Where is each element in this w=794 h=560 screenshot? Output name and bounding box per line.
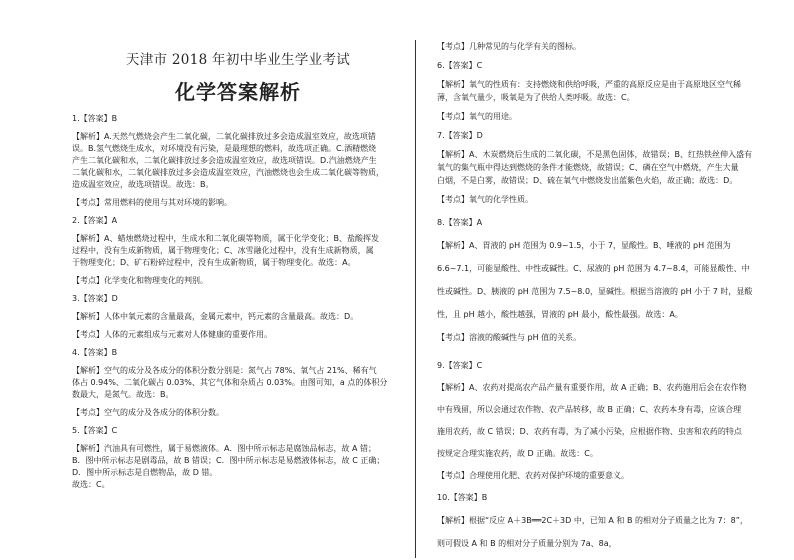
q9-point: 【考点】合理使用化肥、农药对保护环境的重要意义。 [437, 471, 629, 480]
q7-analysis-line: 【解析】A、木炭燃烧后生成的二氧化碳，不是黑色固体，故错误；B、红热铁丝伸入盛有 [437, 150, 752, 159]
q4-answer: 4.【答案】B [72, 348, 118, 357]
left-column [72, 38, 404, 491]
q10-analysis-line: 【解析】根据“反应 A＋3B══2C＋3D 中，已知 A 和 B 的相对分子质量之比为 7：8”， [437, 516, 748, 525]
q9-analysis-line: 按规定合理实施农药，故 D 正确。故选：C。 [437, 449, 598, 458]
q4-analysis-line: 【解析】空气的成分及各成分的体积分数分别是：氮气占 78%、氧气占 21%、稀有气 [72, 366, 377, 375]
q8-analysis-line: 性，且 pH 越小，酸性越强，胃液的 pH 最小，酸性最强。故选：A。 [437, 310, 683, 319]
exam-title: 天津市 2018 年初中毕业生学业考试 [125, 52, 351, 68]
exam-subtitle: 化学答案解析 [175, 80, 301, 104]
q1-point: 【考点】常用燃料的使用与其对环境的影响。 [72, 198, 232, 207]
q5-analysis-line: 故选：C。 [72, 480, 110, 489]
q1-analysis-line: 误。B.氢气燃烧生成水，对环境没有污染，是最理想的燃料，故选项正确。C.酒精燃烧 [72, 144, 377, 153]
q7-answer: 7.【答案】D [437, 131, 483, 140]
q3-answer: 3.【答案】D [72, 294, 118, 303]
q10-answer: 10.【答案】B [437, 493, 488, 502]
q1-answer: 1.【答案】B [72, 114, 118, 123]
q9-analysis-line: 【解析】A、农药对提高农产品产量有重要作用，故 A 正确；B、农药施用后会在农作物 [437, 383, 747, 392]
q7-point: 【考点】氧气的化学性质。 [437, 195, 533, 204]
q2-analysis-line: 过程中，没有生成新物质，属于物理变化；C、冰雪融化过程中，没有生成新物质，属 [72, 246, 374, 255]
q9-analysis-line: 中有残留，所以会通过农作物、农产品转移，故 B 正确；C、农药本身有毒，应该合理 [437, 405, 742, 414]
q6-analysis-line: 【解析】氧气的性质有：支持燃烧和供给呼吸，严重的高原反应是由于高原地区空气稀 [437, 80, 741, 89]
q4-point: 【考点】空气的成分及各成分的体积分数。 [72, 408, 224, 417]
q8-answer: 8.【答案】A [437, 218, 483, 227]
q4-analysis-line: 数最大，是氮气。故选：B。 [72, 390, 174, 399]
q5-point: 【考点】几种常见的与化学有关的图标。 [437, 42, 581, 51]
q10-analysis-line: 则可假设 A 和 B 的相对分子质量分别为 7a、8a， [437, 539, 617, 548]
q1-analysis-line: 造成温室效应，故选项错误。故选：B。 [72, 180, 214, 189]
q9-answer: 9.【答案】C [437, 361, 483, 370]
q9-analysis-line: 施用农药，故 C 错误；D、农药有毒，为了减小污染，应根据作物、虫害和农药的特点 [437, 427, 742, 436]
q8-analysis-line: 6.6~7.1，可能显酸性、中性或碱性。C、尿液的 pH 范围为 4.7~8.4，可能显酸性、中 [437, 264, 750, 273]
q5-answer: 5.【答案】C [72, 426, 118, 435]
q2-answer: 2.【答案】A [72, 216, 118, 225]
q1-analysis-line: 产生二氧化碳和水，二氧化碳排放过多会造成温室效应，故选项错误。D.汽油燃烧产生 [72, 156, 377, 165]
q6-point: 【考点】氧气的用途。 [437, 112, 517, 121]
q3-point: 【考点】人体的元素组成与元素对人体健康的重要作用。 [72, 330, 272, 339]
right-column [437, 40, 767, 555]
q3-analysis-line: 【解析】人体中氧元素的含量最高，金属元素中，钙元素的含量最高。故选：D。 [72, 312, 359, 321]
q7-analysis-line: 氧气的集气瓶中得达到燃烧的条件才能燃烧，故错误；C、磷在空气中燃烧，产生大量 [437, 163, 739, 172]
q2-analysis-line: 于物理变化；D、矿石粉碎过程中，没有生成新物质，属于物理变化。故选：A。 [72, 258, 356, 267]
q5-analysis-line: 【解析】汽油具有可燃性，属于易燃液体。A．图中所示标志是腐蚀品标志，故 A 错； [72, 444, 377, 453]
column-divider [415, 40, 416, 558]
q8-analysis-line: 性或碱性。D、胰液的 pH 范围为 7.5~8.0，显碱性。根据当溶液的 pH 小于 7 时，显酸 [437, 287, 753, 296]
q2-point: 【考点】化学变化和物理变化的判别。 [72, 276, 208, 285]
q7-analysis-line: 白烟，不是白雾，故错误；D、硫在氧气中燃烧发出蓝紫色火焰，故正确；故选：D。 [437, 176, 738, 185]
q1-analysis-line: 【解析】A.天然气燃烧会产生二氧化碳，二氧化碳排放过多会造成温室效应，故选项错 [72, 132, 376, 141]
q5-analysis-line: B．图中所示标志是剧毒品，故 B 错误；C．图中所示标志是易燃液体标志，故 C 正确； [72, 456, 385, 465]
q5-analysis-line: D．图中所示标志是自燃物品，故 D 错。 [72, 468, 218, 477]
q4-analysis-line: 体占 0.94%、二氧化碳占 0.03%、其它气体和杂质占 0.03%。由图可知，a 点的体积分 [72, 378, 388, 387]
q8-point: 【考点】溶液的酸碱性与 pH 值的关系。 [437, 333, 582, 342]
q2-analysis-line: 【解析】A、蜡烛燃烧过程中，生成水和二氧化碳等物质，属于化学变化；B、盐酸挥发 [72, 234, 379, 243]
q1-analysis-line: 二氧化碳和水，二氧化碳排放过多会造成温室效应，汽油燃烧也会生成二氧化碳等物质， [72, 168, 384, 177]
q8-analysis-line: 【解析】A、胃液的 pH 范围为 0.9~1.5，小于 7，显酸性。B、唾液的 pH 范围为 [437, 241, 731, 250]
q6-analysis-line: 薄，含氧气量少，吸氧是为了供给人类呼吸。故选：C。 [437, 93, 635, 102]
q6-answer: 6.【答案】C [437, 61, 483, 70]
